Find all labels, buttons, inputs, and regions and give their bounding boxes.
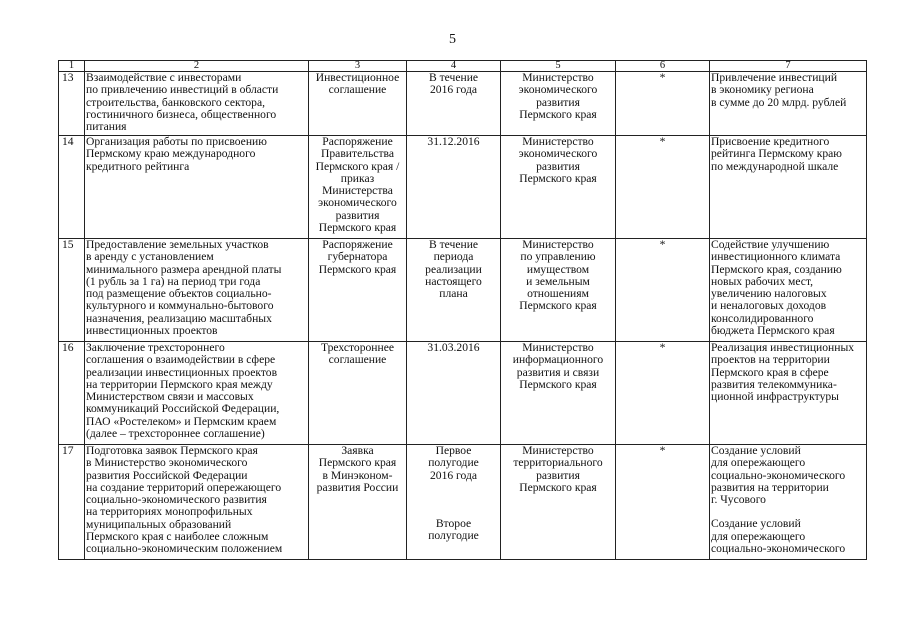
- deadline-cell: [407, 342, 501, 445]
- header-cell: 5: [501, 61, 616, 72]
- text-line: Пермского края: [318, 456, 397, 470]
- text-line: Министерство: [522, 135, 594, 148]
- text-line: Реализация инвестиционных: [711, 341, 855, 354]
- text-line: В течение: [428, 238, 479, 251]
- text-line: экономического: [318, 196, 397, 210]
- text-line: Пермского края: [318, 221, 397, 235]
- text-line: социально-экономическим положением: [86, 542, 283, 556]
- text-line: Предоставление земельных участков: [86, 238, 269, 251]
- page-number: 5: [449, 32, 456, 47]
- header-cell: 4: [407, 61, 501, 72]
- deadline-cell: [407, 445, 501, 560]
- text-line: Правительства: [321, 147, 394, 161]
- text-line: на создание территорий опережающего: [86, 480, 282, 494]
- text-line: (далее – трехстороннее соглашение): [86, 427, 265, 441]
- text-line: информационного: [512, 353, 604, 367]
- text-line: в Министерство экономического: [86, 456, 248, 470]
- text-line: Содействие улучшению: [711, 238, 830, 251]
- row-number: 16: [59, 342, 85, 445]
- text-line: по международной шкале: [711, 159, 839, 173]
- text-line: в экономику региона: [711, 83, 814, 97]
- deadline-second: [408, 518, 499, 543]
- text-line: строительства, банковского сектора,: [86, 95, 266, 109]
- result-first: [711, 445, 865, 506]
- text-line: развития России: [316, 480, 399, 494]
- mark-cell: *: [616, 72, 710, 136]
- text-line: реализации инвестиционных проектов: [86, 365, 278, 379]
- text-line: Трехстороннее: [320, 341, 395, 354]
- text-line: развития на территории: [711, 480, 829, 494]
- text-line: 2016 года: [429, 468, 478, 482]
- text-line: 2016 года: [429, 83, 478, 97]
- text-line: отношениям: [527, 287, 589, 301]
- text-line: по привлечению инвестиций в области: [86, 83, 279, 97]
- text-line: консолидированного: [711, 311, 814, 325]
- text-line: Создание условий: [711, 444, 801, 457]
- text-line: Министерство: [522, 444, 594, 457]
- text-line: Пермского края в сфере: [711, 365, 829, 379]
- text-line: развития: [335, 208, 380, 222]
- responsible-cell: [501, 342, 616, 445]
- text-line: новых рабочих мест,: [711, 274, 814, 288]
- text-line: и неналоговых доходов: [711, 299, 827, 313]
- text-line: рейтинга Пермскому краю: [711, 147, 842, 161]
- deadline-cell: [407, 136, 501, 239]
- header-cell: 6: [616, 61, 710, 72]
- text-line: соглашения о взаимодействии в сфере: [86, 353, 276, 367]
- header-cell: 3: [309, 61, 407, 72]
- text-line: экономического: [518, 147, 598, 161]
- text-line: Министерство: [522, 341, 594, 354]
- text-line: плана: [439, 287, 468, 301]
- text-line: Заявка: [341, 444, 374, 457]
- text-line: ционной инфраструктуры: [711, 390, 839, 404]
- result-cell: [710, 72, 867, 136]
- row-number: 15: [59, 239, 85, 342]
- result-cell: [710, 342, 867, 445]
- text-line: Привлечение инвестиций: [711, 71, 838, 84]
- text-line: приказ: [340, 171, 375, 185]
- table-row: [59, 239, 867, 342]
- text-line: Второе: [435, 516, 472, 530]
- deadline-first: [408, 445, 499, 482]
- mark-cell: *: [616, 239, 710, 342]
- text-line: Пермского края: [318, 262, 397, 276]
- document-cell: [309, 342, 407, 445]
- text-line: в сумме до 20 млрд. рублей: [711, 95, 847, 109]
- text-line: Взаимодействие с инвесторами: [86, 71, 242, 84]
- text-line: Пермского края /: [315, 159, 400, 173]
- text-line: минимального размера арендной платы: [86, 262, 282, 276]
- text-line: Подготовка заявок Пермского края: [86, 444, 258, 457]
- text-line: Распоряжение: [322, 135, 393, 148]
- text-line: Пермского края: [519, 480, 597, 494]
- text-line: губернатора: [327, 250, 388, 264]
- document-cell: [309, 72, 407, 136]
- text-line: и земельным: [526, 274, 590, 288]
- text-line: В течение: [428, 71, 479, 84]
- measure-cell: [85, 136, 309, 239]
- text-line: полугодие: [428, 456, 479, 470]
- measure-cell: [85, 239, 309, 342]
- header-cell: 1: [59, 61, 85, 72]
- text-line: назначения, реализацию масштабных: [86, 311, 272, 325]
- text-line: Инвестиционное: [315, 71, 400, 84]
- text-line: соглашение: [328, 83, 387, 97]
- row-number: 13: [59, 72, 85, 136]
- text-line: социально-экономического развития: [86, 493, 267, 507]
- text-line: Пермскому краю международного: [86, 147, 256, 161]
- text-line: Распоряжение: [322, 238, 393, 251]
- text-line: 31.12.2016: [427, 135, 480, 148]
- text-line: имуществом: [526, 262, 590, 276]
- text-line: Создание условий: [711, 517, 801, 531]
- row-number: 17: [59, 445, 85, 560]
- text-line: Министерство: [522, 71, 594, 84]
- row-number: 14: [59, 136, 85, 239]
- text-line: Министерства: [322, 184, 393, 198]
- text-line: проектов на территории: [711, 353, 830, 367]
- text-line: экономического: [518, 83, 598, 97]
- text-line: Пермского края: [519, 107, 597, 121]
- responsible-cell: [501, 239, 616, 342]
- text-line: инвестиционных проектов: [86, 324, 218, 338]
- text-line: развития: [536, 159, 580, 173]
- plan-table: [58, 60, 867, 560]
- text-line: развития и связи: [516, 365, 600, 379]
- table-row: [59, 445, 867, 560]
- text-line: настоящего: [425, 274, 482, 288]
- mark-cell: *: [616, 445, 710, 560]
- deadline-cell: [407, 72, 501, 136]
- measure-cell: [85, 72, 309, 136]
- text-line: в аренду с установлением: [86, 250, 214, 264]
- document-cell: [309, 136, 407, 239]
- text-line: муниципальных образований: [86, 517, 232, 531]
- text-line: полугодие: [428, 529, 479, 543]
- text-line: развития: [536, 95, 580, 109]
- text-line: гостиничного бизнеса, общественного: [86, 107, 277, 121]
- text-line: бюджета Пермского края: [711, 324, 835, 338]
- text-line: питания: [86, 120, 127, 134]
- table-row: [59, 136, 867, 239]
- text-line: Первое: [435, 444, 472, 457]
- text-line: соглашение: [328, 353, 387, 367]
- table-row: [59, 342, 867, 445]
- responsible-cell: [501, 445, 616, 560]
- text-line: по управлению: [520, 250, 596, 264]
- text-line: под размещение объектов социально-: [86, 287, 272, 301]
- text-line: Пермского края: [519, 299, 597, 313]
- header-cell: 2: [85, 61, 309, 72]
- text-line: 31.03.2016: [427, 341, 480, 354]
- text-line: коммуникаций Российской Федерации,: [86, 402, 280, 416]
- text-line: периода: [433, 250, 474, 264]
- text-line: кредитного рейтинга: [86, 159, 190, 173]
- text-line: г. Чусового: [711, 493, 766, 507]
- text-line: социально-экономического: [711, 542, 846, 556]
- document-cell: [309, 445, 407, 560]
- text-line: развития телекоммуника-: [711, 377, 837, 391]
- mark-cell: *: [616, 342, 710, 445]
- text-line: ПАО «Ростелеком» и Пермским краем: [86, 414, 277, 428]
- text-line: на территории Пермского края между: [86, 377, 273, 391]
- measure-cell: [85, 342, 309, 445]
- text-line: Пермского края с наиболее сложным: [86, 530, 269, 544]
- text-line: территориального: [513, 456, 603, 470]
- text-line: Министерством связи и массовых: [86, 390, 254, 404]
- measure-cell: [85, 445, 309, 560]
- text-line: для опережающего: [711, 456, 806, 470]
- text-line: Пермского края, созданию: [711, 262, 842, 276]
- text-line: развития Российской Федерации: [86, 468, 248, 482]
- text-line: на территориях монопрофильных: [86, 505, 253, 519]
- text-line: для опережающего: [711, 529, 806, 543]
- text-line: развития: [536, 468, 580, 482]
- text-line: увеличению налоговых: [711, 287, 827, 301]
- text-line: Присвоение кредитного: [711, 135, 830, 148]
- header-row: [59, 61, 867, 72]
- result-cell: [710, 136, 867, 239]
- text-line: социально-экономического: [711, 468, 846, 482]
- result-cell: [710, 445, 867, 560]
- deadline-cell: [407, 239, 501, 342]
- result-second: [711, 518, 865, 555]
- document-cell: [309, 239, 407, 342]
- text-line: Министерство: [522, 238, 594, 251]
- result-cell: [710, 239, 867, 342]
- text-line: реализации: [425, 262, 482, 276]
- responsible-cell: [501, 136, 616, 239]
- text-line: Пермского края: [519, 377, 597, 391]
- table-row: [59, 72, 867, 136]
- text-line: (1 рубль за 1 га) на период три года: [86, 274, 261, 288]
- text-line: инвестиционного климата: [711, 250, 841, 264]
- header-cell: 7: [710, 61, 867, 72]
- text-line: Заключение трехстороннего: [86, 341, 225, 354]
- mark-cell: *: [616, 136, 710, 239]
- text-line: в Минэконом-: [322, 468, 393, 482]
- text-line: Пермского края: [519, 171, 597, 185]
- text-line: Организация работы по присвоению: [86, 135, 267, 148]
- text-line: культурного и коммунально-бытового: [86, 299, 274, 313]
- responsible-cell: [501, 72, 616, 136]
